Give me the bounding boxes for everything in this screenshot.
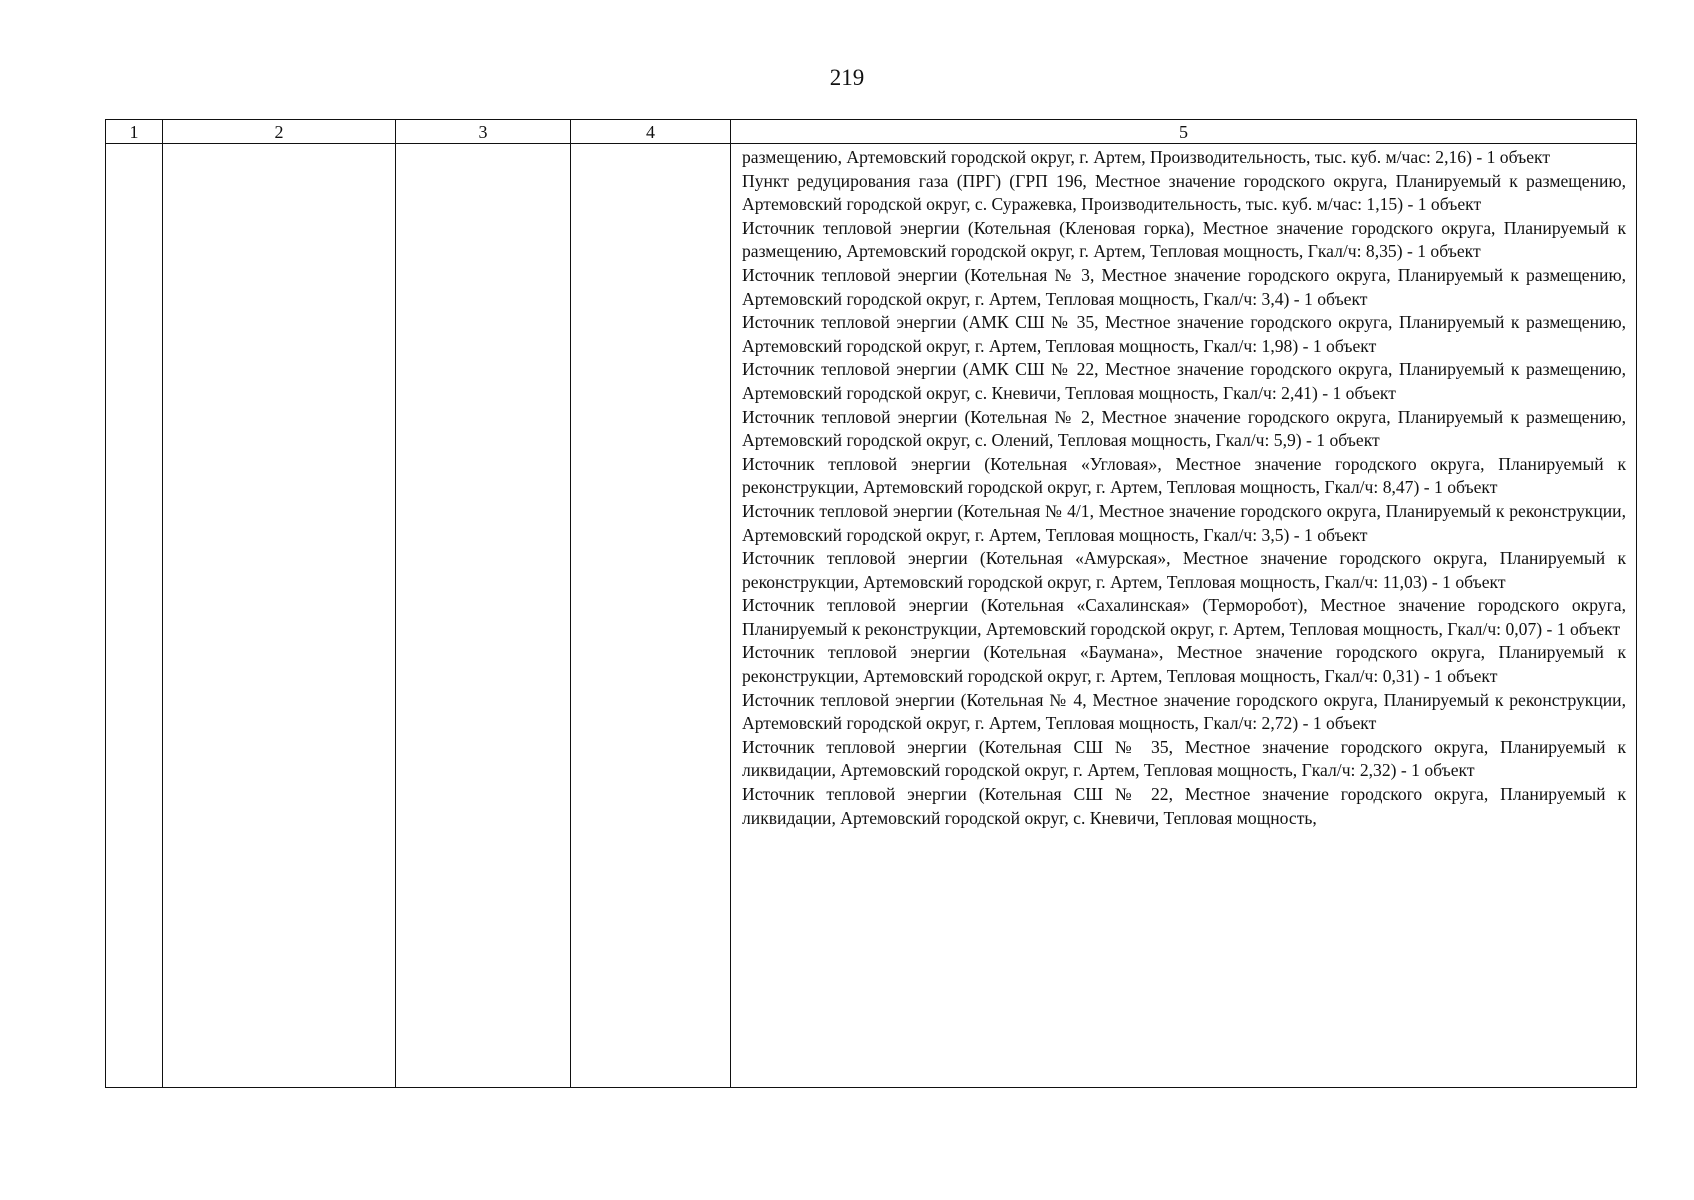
table-cell-col-5 (731, 144, 1637, 1088)
list-item: Источник тепловой энергии (Котельная СШ № 35, Местное значение городского округа, Планируемый к ликвидации, Артемовский городской округ, г. Артем, Тепловая мощность, Гкал/ч: 2,32) - 1 объект (742, 736, 1626, 781)
list-item: Источник тепловой энергии (Котельная «Амурская», Местное значение городского округа, Планируемый к реконструкции, Артемовский городской округ, г. Артем, Тепловая мощность, Гкал/ч: 11,03) - 1 объект (742, 548, 1626, 592)
table-cell-col-2 (163, 144, 396, 1088)
column-header-2: 2 (163, 120, 396, 144)
table-row (106, 144, 1637, 1088)
list-item: Источник тепловой энергии (Котельная № 2, Местное значение городского округа, Планируемый к размещению, Артемовский городской округ, с. Олений, Тепловая мощность, Гкал/ч: 5,9) - 1 объект (742, 406, 1626, 451)
table-header-row (106, 120, 1637, 144)
list-item: Источник тепловой энергии (Котельная № 3, Местное значение городского округа, Планируемый к размещению, Артемовский городской округ, г. Артем, Тепловая мощность, Гкал/ч: 3,4) - 1 объект (742, 264, 1626, 309)
list-item: размещению, Артемовский городской округ, г. Артем, Производительность, тыс. куб. м/час: 2,16) - 1 объект (742, 147, 1551, 167)
document-table (105, 119, 1637, 1088)
list-item: Источник тепловой энергии (АМК СШ № 35, Местное значение городского округа, Планируемый к размещению, Артемовский городской округ, г. Артем, Тепловая мощность, Гкал/ч: 1,98) - 1 объект (742, 312, 1626, 356)
list-item: Источник тепловой энергии (Котельная № 4, Местное значение городского округа, Планируемый к реконструкции, Артемовский городской округ, г. Артем, Тепловая мощность, Гкал/ч: 2,72) - 1 объект (742, 689, 1626, 734)
page-number: 219 (829, 65, 865, 90)
list-item: Источник тепловой энергии (Котельная «Сахалинская» (Терморобот), Местное значение городского округа, Планируемый к реконструкции, Артемовский городской округ, г. Артем, Тепловая мощность, Гкал/ч: 0,07) - 1 объект (742, 595, 1626, 639)
list-item: Источник тепловой энергии (Котельная «Угловая», Местное значение городского округа, Планируемый к реконструкции, Артемовский городской округ, г. Артем, Тепловая мощность, Гкал/ч: 8,47) - 1 объект (742, 453, 1626, 498)
list-item: Источник тепловой энергии (Котельная «Баумана», Местное значение городского округа, Планируемый к реконструкции, Артемовский городской округ, г. Артем, Тепловая мощность, Гкал/ч: 0,31) - 1 объект (742, 642, 1626, 687)
table-cell-col-4 (571, 144, 731, 1088)
list-item: Источник тепловой энергии (Котельная № 4/1, Местное значение городского округа, Планируемый к реконструкции, Артемовский городской округ, г. Артем, Тепловая мощность, Гкал/ч: 3,5) - 1 объект (742, 500, 1626, 545)
list-item: Источник тепловой энергии (Котельная СШ № 22, Местное значение городского округа, Планируемый к ликвидации, Артемовский городской округ, с. Кневичи, Тепловая мощность, (742, 784, 1626, 828)
list-item: Пункт редуцирования газа (ПРГ) (ГРП 196, Местное значение городского округа, Планируемый к размещению, Артемовский городской округ, с. Суражевка, Производительность, тыс. куб. м/час: 1,15) - 1 объект (742, 170, 1626, 215)
list-item: Источник тепловой энергии (Котельная (Кленовая горка), Местное значение городского округа, Планируемый к размещению, Артемовский городской округ, г. Артем, Тепловая мощность, Гкал/ч: 8,35) - 1 объект (742, 217, 1626, 262)
table-cell-col-3 (396, 144, 571, 1088)
column-header-1: 1 (106, 120, 163, 144)
column-header-4: 4 (571, 120, 731, 144)
column-header-3: 3 (396, 120, 571, 144)
table-cell-col-1 (106, 144, 163, 1088)
column-header-5: 5 (731, 120, 1637, 144)
list-item: Источник тепловой энергии (АМК СШ № 22, Местное значение городского округа, Планируемый к размещению, Артемовский городской округ, с. Кневичи, Тепловая мощность, Гкал/ч: 2,41) - 1 объект (742, 359, 1626, 403)
